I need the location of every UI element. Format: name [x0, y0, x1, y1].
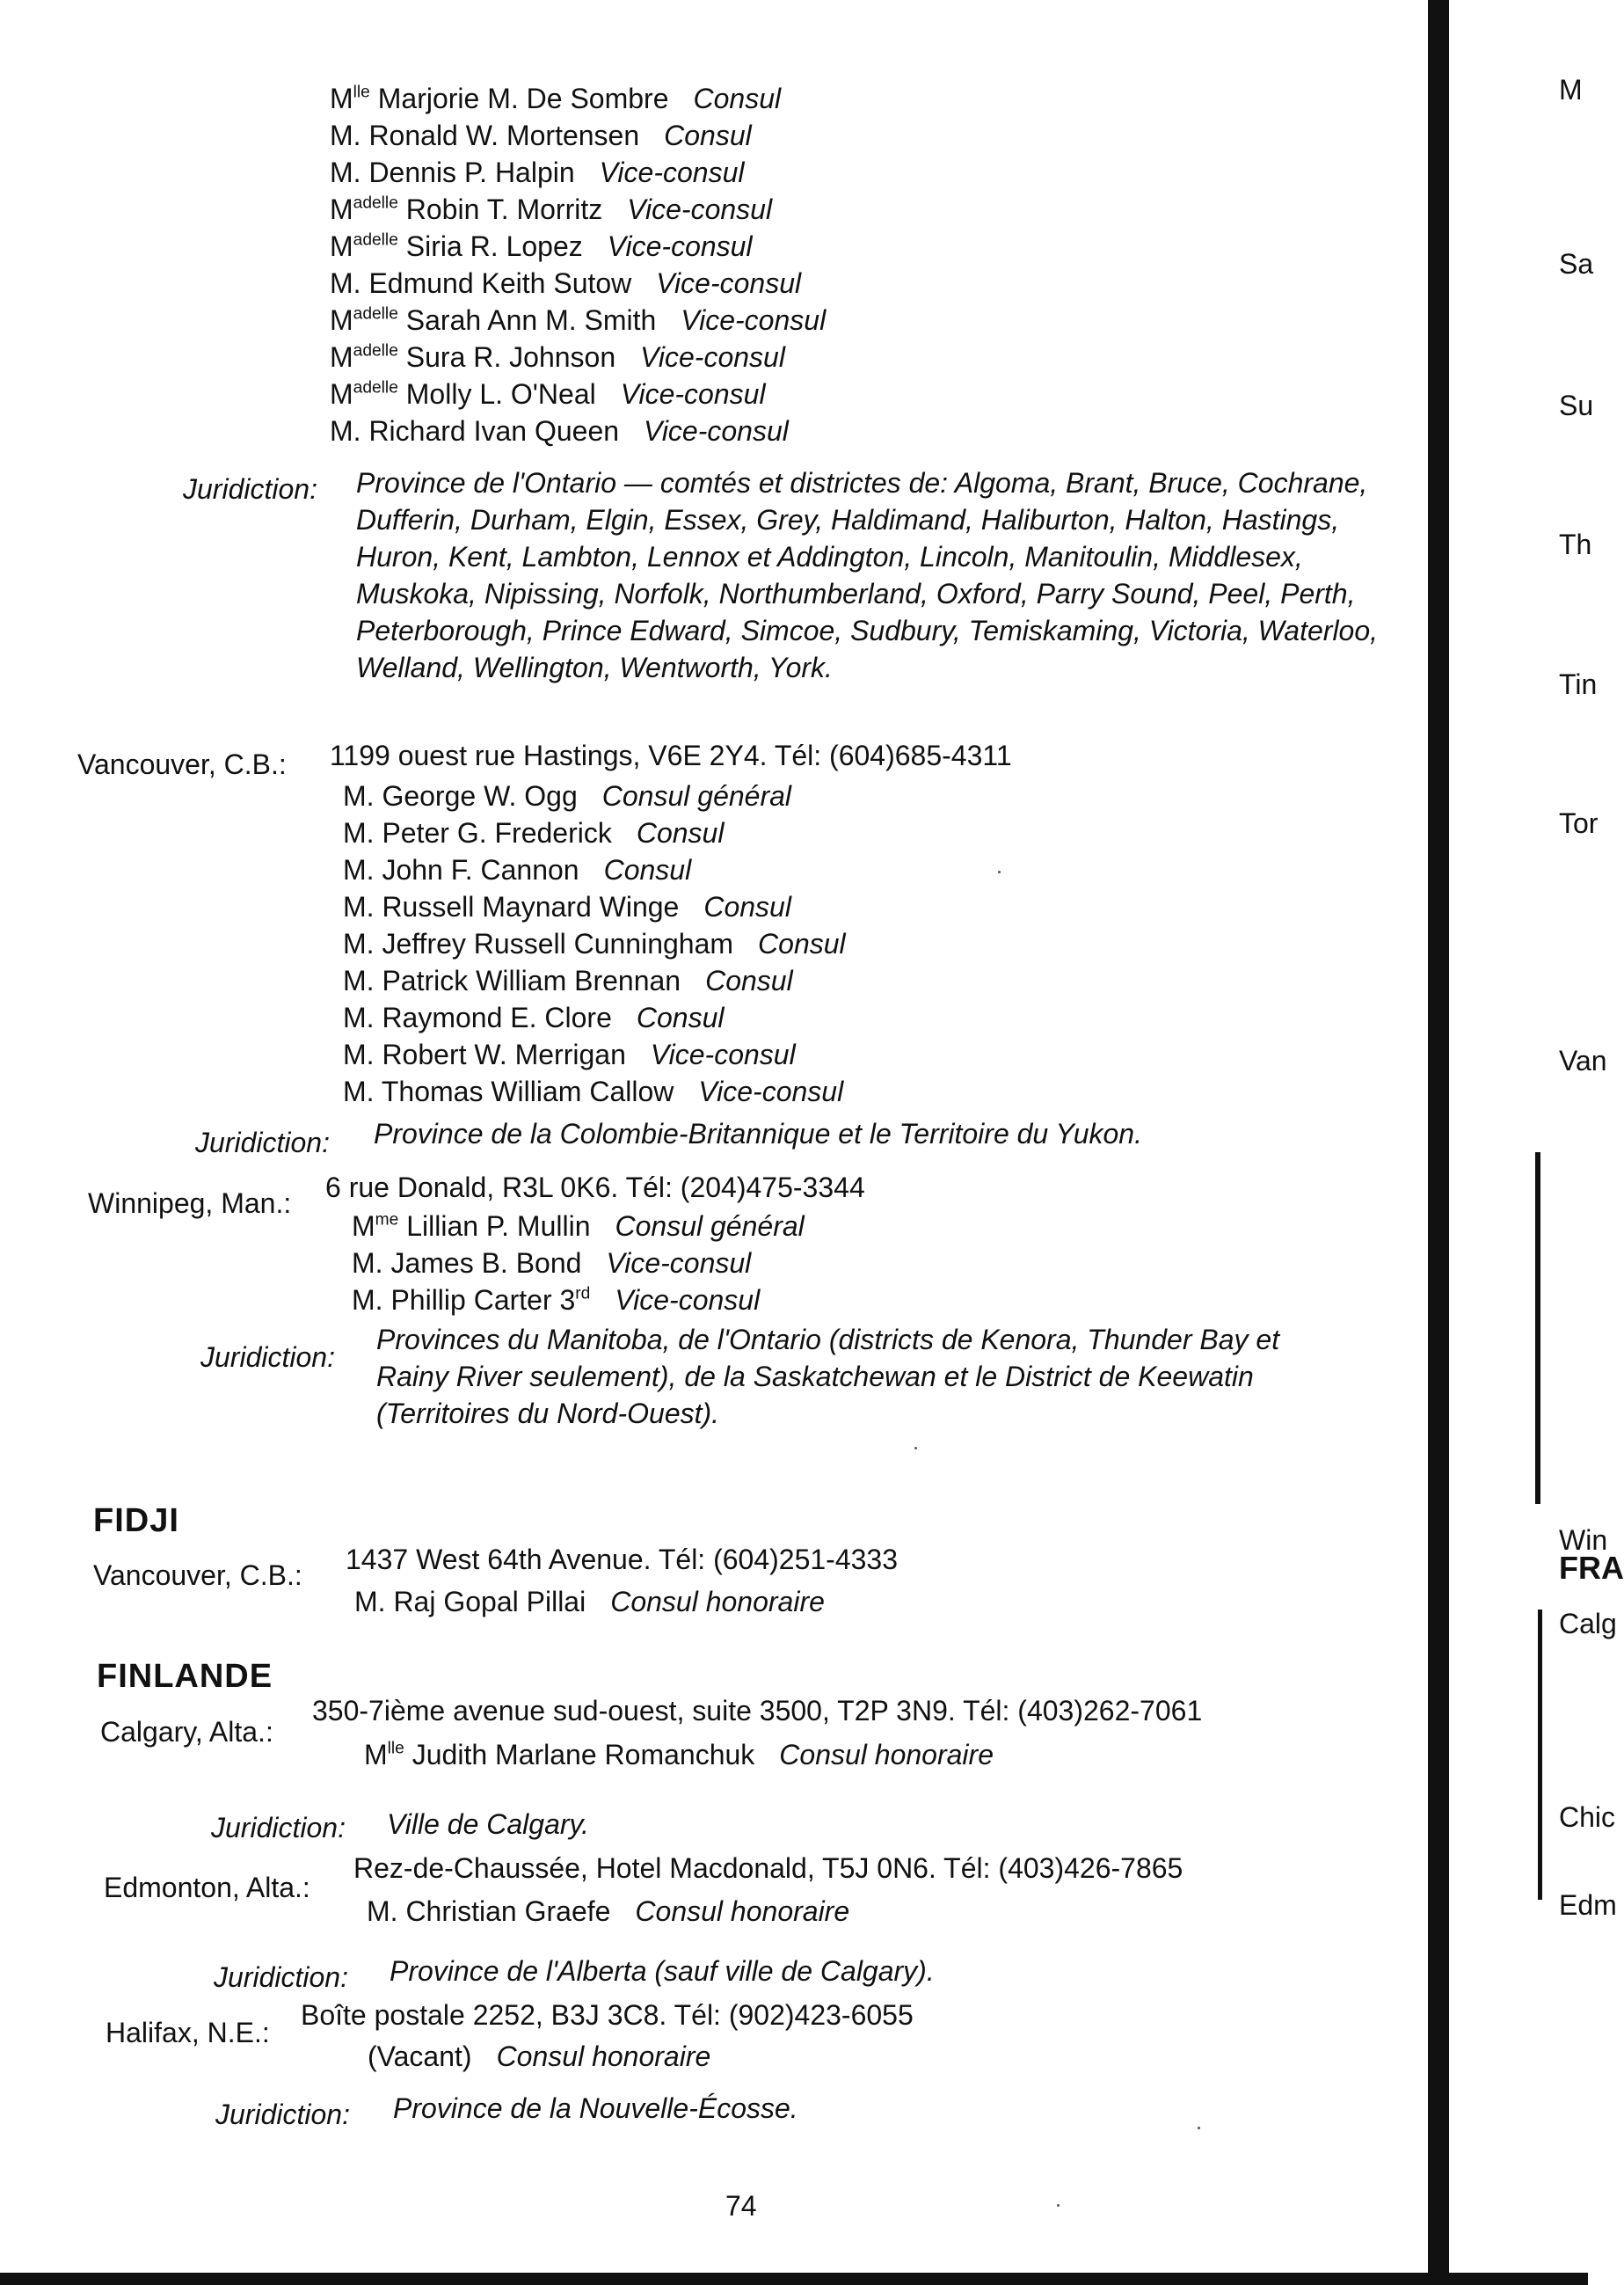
- adjacent-page-text: Edm: [1559, 1889, 1617, 1921]
- adjacent-page-text: Van: [1559, 1045, 1607, 1077]
- official-row: M. George W. Ogg Consul général: [343, 780, 792, 812]
- official-row: M. Russell Maynard Winge Consul: [343, 891, 791, 923]
- official-row: $M^{adelle}$ Siria R. Lopez Vice-consul: [330, 230, 753, 262]
- jurisdiction-label: Juridiction:: [183, 473, 317, 505]
- adjacent-page-text: Calg: [1559, 1608, 1617, 1639]
- bottom-scan-border: [0, 2273, 1588, 2285]
- city-label: Vancouver, C.B.:: [93, 1559, 302, 1591]
- official-row: M. Dennis P. Halpin Vice-consul: [330, 157, 745, 188]
- speck: [1057, 2204, 1060, 2207]
- official-row: $M^{lle}$ Marjorie M. De Sombre Consul: [330, 83, 782, 114]
- address-line: Rez-de-Chaussée, Hotel Macdonald, T5J 0N6. Tél: (403)426-7865: [353, 1852, 1183, 1884]
- speck: [998, 871, 1001, 873]
- adjacent-page-text: M: [1559, 74, 1583, 106]
- address-line: 1437 West 64th Avenue. Tél: (604)251-4333: [346, 1544, 899, 1575]
- jurisdiction-text: Provinces du Manitoba, de l'Ontario (districts de Kenora, Thunder Bay et Rainy River seulement), de la Saskatchewan et le District de Keewatin (Territoires du Nord-Ouest).: [376, 1324, 1280, 1429]
- jurisdiction-text: Province de la Colombie-Britannique et le Territoire du Yukon.: [374, 1118, 1142, 1150]
- section-heading-fidji: FIDJI: [93, 1502, 179, 1539]
- adjacent-page-text: Sa: [1559, 248, 1594, 280]
- adjacent-page-text: Tor: [1559, 807, 1599, 839]
- jurisdiction-label: Juridiction:: [200, 1341, 335, 1373]
- official-row: M. Ronald W. Mortensen Consul: [330, 120, 752, 151]
- official-row: M. Raj Gopal Pillai Consul honoraire: [354, 1586, 825, 1617]
- adjacent-page-text: FRA: [1559, 1550, 1624, 1586]
- official-row: M. Raymond E. Clore Consul: [343, 1002, 725, 1033]
- jurisdiction-label: Juridiction:: [211, 1812, 346, 1843]
- city-label: Calgary, Alta.:: [100, 1716, 273, 1748]
- address-line: Boîte postale 2252, B3J 3C8. Tél: (902)423-6055: [301, 1999, 914, 2031]
- jurisdiction-text: Province de la Nouvelle-Écosse.: [393, 2092, 798, 2124]
- adjacent-page-text: Win: [1559, 1524, 1608, 1556]
- official-row: M. Robert W. Merrigan Vice-consul: [343, 1039, 796, 1070]
- official-row: $M^{adelle}$ Sarah Ann M. Smith Vice-consul: [330, 304, 827, 336]
- official-row: $M^{adelle}$ Sura R. Johnson Vice-consul: [330, 341, 785, 373]
- official-row: M. James B. Bond Vice-consul: [352, 1247, 752, 1279]
- official-row: $M^{me}$ Lillian P. Mullin Consul général: [352, 1210, 805, 1242]
- city-label: Edmonton, Alta.:: [104, 1872, 310, 1903]
- section-heading-finlande: FINLANDE: [97, 1658, 273, 1695]
- official-row: M. John F. Cannon Consul: [343, 854, 692, 886]
- adjacent-page-text: Su: [1559, 390, 1594, 421]
- official-row: $M^{adelle}$ Robin T. Morritz Vice-consul: [330, 193, 773, 225]
- official-row: M. Patrick William Brennan Consul: [343, 965, 793, 996]
- jurisdiction-text: Ville de Calgary.: [387, 1808, 590, 1840]
- city-label: Vancouver, C.B.:: [77, 748, 287, 780]
- adjacent-page-text: Chic: [1559, 1801, 1616, 1833]
- city-label: Winnipeg, Man.:: [88, 1187, 292, 1219]
- official-row: M. Peter G. Frederick Consul: [343, 817, 725, 849]
- address-line: 1199 ouest rue Hastings, V6E 2Y4. Tél: (604)685-4311: [330, 740, 1012, 771]
- city-label: Halifax, N.E.:: [106, 2017, 270, 2048]
- jurisdiction-label: Juridiction:: [195, 1127, 330, 1158]
- page-gutter-bar: [1428, 0, 1449, 2285]
- address-line: 350-7ième avenue sud-ouest, suite 3500, T2P 3N9. Tél: (403)262-7061: [312, 1695, 1203, 1727]
- speck: [914, 1447, 917, 1449]
- official-row: (Vacant) Consul honoraire: [368, 2040, 711, 2072]
- official-row: M. Christian Graefe Consul honoraire: [367, 1895, 850, 1927]
- address-line: 6 rue Donald, R3L 0K6. Tél: (204)475-3344: [325, 1172, 865, 1203]
- page-number: 74: [725, 2190, 757, 2222]
- adjacent-page-fragment: [1486, 0, 1624, 2285]
- adjacent-page-text: Tin: [1559, 668, 1598, 700]
- jurisdiction-text: Province de l'Alberta (sauf ville de Calgary).: [390, 1955, 935, 1987]
- official-row: $M^{adelle}$ Molly L. O'Neal Vice-consul: [330, 378, 766, 410]
- official-row: $M^{lle}$ Judith Marlane Romanchuk Consul honoraire: [364, 1739, 994, 1770]
- speck: [1198, 2127, 1200, 2129]
- adjacent-page-text: Th: [1559, 529, 1592, 560]
- jurisdiction-text: Province de l'Ontario — comtés et districtes de: Algoma, Brant, Bruce, Cochrane, Dufferin, Durham, Elgin, Essex, Grey, Haldimand, Haliburton, Halton, Hastings, Huron, Kent, Lambton, Lennox et Addington, Lincoln, Manitoulin, Middlesex, Muskoka, Nipissing, Norfolk, Northumberland, Oxford, Parry Sound, Peel, Perth, Peterborough, Prince Edward, Simcoe, Sudbury, Temiskaming, Victoria, Waterloo, Welland, Wellington, Wentworth, York.: [356, 467, 1379, 683]
- official-row: M. Edmund Keith Sutow Vice-consul: [330, 267, 802, 299]
- official-row: M. Thomas William Callow Vice-consul: [343, 1076, 844, 1107]
- jurisdiction-label: Juridiction:: [215, 2099, 350, 2130]
- jurisdiction-label: Juridiction:: [214, 1961, 348, 1993]
- official-row: M. Jeffrey Russell Cunningham Consul: [343, 928, 846, 960]
- official-row: M. Richard Ivan Queen Vice-consul: [330, 415, 789, 447]
- official-row: M. Phillip Carter 3rd Vice-consul: [352, 1284, 761, 1316]
